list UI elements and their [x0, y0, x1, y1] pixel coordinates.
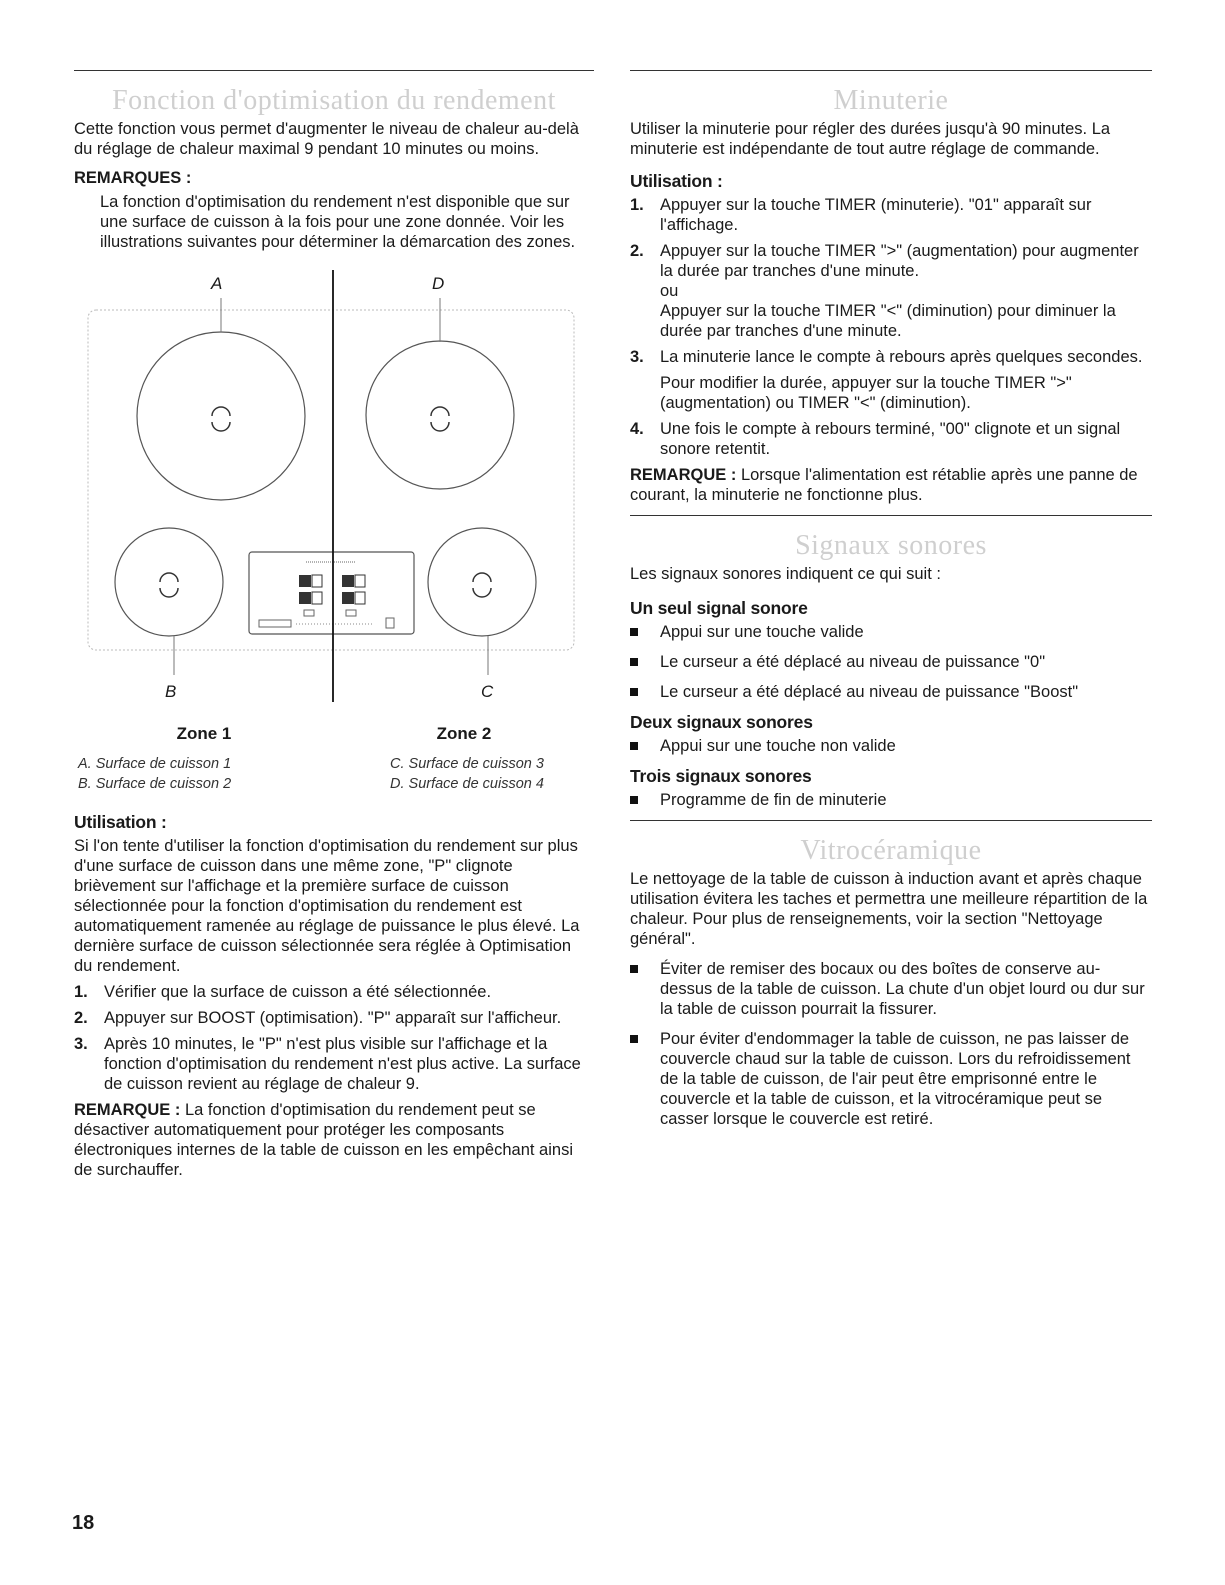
caption-d: D. Surface de cuisson 4 [390, 776, 544, 792]
zone2-label: Zone 2 [436, 724, 492, 743]
remarks-text: La fonction d'optimisation du rendement n'est disponible que sur une surface de cuisson à la fois pour une zone donnée. Voir les illustrations suivantes pour déterminer la démarcation des zones. [100, 193, 576, 251]
timer-intro: Utiliser la minuterie pour régler des durées jusqu'à 90 minutes. La minuterie est indépendante de tout autre réglage de commande. [630, 120, 1111, 158]
remarks-heading: REMARQUES : [74, 169, 192, 187]
three-signals-list [630, 790, 1152, 810]
cooktop-illustration [74, 270, 594, 720]
boost-intro: Cette fonction vous permet d'augmenter le niveau de chaleur au-delà du réglage de chaleur maximal 9 pendant 10 minutes ou moins. [74, 120, 579, 158]
diagram-label-a: A [211, 274, 223, 293]
diagram-captions [74, 724, 594, 794]
list-item: 3. Après 10 minutes, le "P" n'est plus visible sur l'affichage et la fonction d'optimisation du rendement n'est plus active. La surface de cuisson revient au réglage de chaleur 9. [74, 1035, 581, 1093]
two-signals-list [630, 736, 1152, 756]
vitro-intro: Le nettoyage de la table de cuisson à induction avant et après chaque utilisation évitera les taches et permettra une meilleure répartition de la chaleur. Pour plus de renseignements, voir la section "Nettoyage général". [630, 870, 1148, 948]
list-item: Le curseur a été déplacé au niveau de puissance "0" [630, 652, 1152, 672]
zone2-captions [334, 724, 594, 794]
left-column [74, 70, 594, 1180]
zone1-label: Zone 1 [176, 724, 232, 743]
section-divider [630, 515, 1152, 516]
list-item: 1. Appuyer sur la touche TIMER (minuterie). "01" apparaît sur l'affichage. [630, 196, 1092, 234]
section-title-signals: Signaux sonores [795, 530, 987, 561]
list-item: Le curseur a été déplacé au niveau de puissance "Boost" [630, 682, 1152, 702]
control-panel [249, 552, 414, 634]
signals-intro: Les signaux sonores indiquent ce qui suit : [630, 565, 941, 583]
boost-usage-heading: Utilisation : [74, 812, 167, 832]
one-signal-heading: Un seul signal sonore [630, 598, 808, 618]
burner-d [366, 341, 514, 489]
list-item: Appui sur une touche valide [630, 622, 1152, 642]
list-item: Programme de fin de minuterie [630, 790, 1152, 810]
caption-c: C. Surface de cuisson 3 [390, 756, 544, 772]
list-item: 2. Appuyer sur la touche TIMER ">" (augmentation) pour augmenter la durée par tranches d'une minute. ou Appuyer sur la touche TIMER "<" (diminution) pour diminuer la durée par tranches d'une minute. [630, 242, 1139, 340]
section-title-boost: Fonction d'optimisation du rendement [112, 85, 556, 116]
timer-steps [630, 195, 1152, 459]
section-title-vitro: Vitrocéramique [800, 835, 982, 866]
cooktop-zone-diagram [74, 270, 594, 720]
burner-c [428, 528, 536, 636]
list-item: 3. La minuterie lance le compte à rebours après quelques secondes. Pour modifier la durée, appuyer sur la touche TIMER ">" (augmentation) ou TIMER "<" (diminution). [630, 348, 1143, 412]
diagram-label-c: C [481, 682, 494, 701]
vitro-list [630, 959, 1152, 1129]
diagram-label-b: B [165, 682, 177, 701]
burner-a [137, 332, 305, 500]
two-signals-heading: Deux signaux sonores [630, 712, 813, 732]
list-item: 1. Vérifier que la surface de cuisson a été sélectionnée. [74, 983, 492, 1001]
list-item: Pour éviter d'endommager la table de cuisson, ne pas laisser de couvercle chaud sur la table de cuisson. Lors du refroidissement de la table de cuisson, de l'air peut être emprisonné entre le couvercle et la table de cuisson, et la vitrocéramique peut se casser lorsque le couvercle est retiré. [630, 1029, 1152, 1129]
right-column [630, 70, 1152, 1139]
zone1-captions [74, 724, 334, 794]
timer-remark: REMARQUE : Lorsque l'alimentation est rétablie après une panne de courant, la minuterie ne fonctionne plus. [630, 466, 1138, 504]
boost-steps [74, 982, 594, 1094]
caption-a: A. Surface de cuisson 1 [78, 756, 232, 772]
page-number: 18 [72, 1512, 95, 1534]
one-signal-list [630, 622, 1152, 702]
caption-b: B. Surface de cuisson 2 [78, 776, 232, 792]
list-item: Appui sur une touche non valide [630, 736, 1152, 756]
timer-usage-heading: Utilisation : [630, 171, 723, 191]
list-item: 4. Une fois le compte à rebours terminé, "00" clignote et un signal sonore retentit. [630, 420, 1121, 458]
boost-usage-text: Si l'on tente d'utiliser la fonction d'optimisation du rendement sur plus d'une surface de cuisson dans une même zone, "P" clignote brièvement sur l'affichage et la première surface de cuisson sélectionnée pour la fonction d'optimisation du rendement est automatiquement ramenée au réglage de puissance le plus élevé. La dernière surface de cuisson sélectionnée sera réglée à Optimisation du rendement. [74, 837, 580, 975]
list-item: Éviter de remiser des bocaux ou des boîtes de conserve au-dessus de la table de cuisson. La chute d'un objet lourd ou dur sur la table de cuisson pourrait la fissurer. [630, 959, 1152, 1019]
burner-b [115, 528, 223, 636]
section-divider [74, 70, 594, 71]
cooktop-outline [88, 310, 574, 650]
section-divider [630, 70, 1152, 71]
diagram-label-d: D [432, 274, 445, 293]
three-signals-heading: Trois signaux sonores [630, 766, 812, 786]
section-title-timer: Minuterie [833, 85, 949, 116]
section-divider [630, 820, 1152, 821]
list-item: 2. Appuyer sur BOOST (optimisation). "P" apparaît sur l'afficheur. [74, 1009, 562, 1027]
boost-remark: REMARQUE : La fonction d'optimisation du rendement peut se désactiver automatiquement pour protéger les composants électroniques internes de la table de cuisson en les empêchant ainsi de surchauffer. [74, 1101, 573, 1179]
